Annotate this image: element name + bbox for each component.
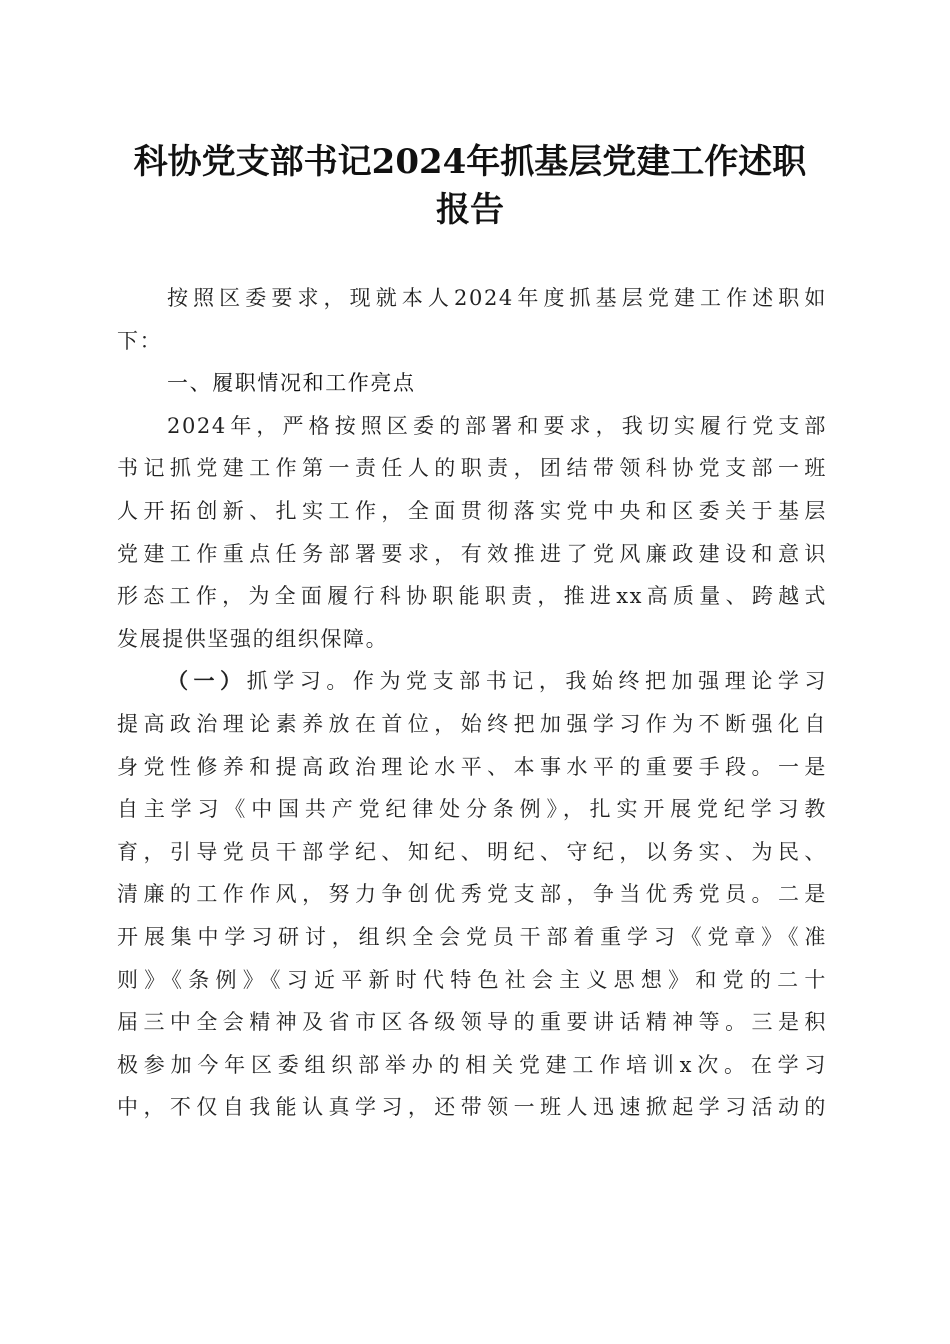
subsection1-line-3: 身党性修养和提高政治理论水平、本事水平的重要手段。一是 xyxy=(117,754,827,779)
para1-line-3: 人开拓创新、扎实工作，全面贯彻落实党中央和区委关于基层 xyxy=(117,498,827,523)
document-body xyxy=(117,277,827,1129)
subsection1-line-6: 清廉的工作作风，努力争创优秀党支部，争当优秀党员。二是 xyxy=(117,882,827,907)
section-heading-1: 一、履职情况和工作亮点 xyxy=(167,371,416,396)
subsection1-line-11: 中，不仅自我能认真学习，还带领一班人迅速掀起学习活动的 xyxy=(117,1095,827,1120)
subsection1-line-1 xyxy=(117,660,827,703)
subsection1-line-9: 届三中全会精神及省市区各级领导的重要讲话精神等。三是积 xyxy=(117,1010,827,1035)
title-line-2: 报告 xyxy=(436,190,504,230)
subsection1-line-7: 开展集中学习研讨，组织全会党员干部着重学习《党章》《准 xyxy=(117,924,827,949)
subsection1-line-8: 则》《条例》《习近平新时代特色社会主义思想》和党的二十 xyxy=(117,967,827,992)
document-title xyxy=(117,138,823,234)
para1-line-2: 书记抓党建工作第一责任人的职责，团结带领科协党支部一班 xyxy=(117,456,827,481)
intro-line-2: 下： xyxy=(117,328,163,353)
subsection1-line-4: 自主学习《中国共产党纪律处分条例》，扎实开展党纪学习教 xyxy=(117,797,827,822)
para1-line-5: 形态工作，为全面履行科协职能职责，推进xx高质量、跨越式 xyxy=(117,584,827,609)
subsection1-line-10: 极参加今年区委组织部举办的相关党建工作培训x次。在学习 xyxy=(117,1052,827,1077)
para1-line-6: 发展提供坚强的组织保障。 xyxy=(117,626,389,651)
para1-line-1: 2024年，严格按照区委的部署和要求，我切实履行党支部 xyxy=(167,413,827,438)
subsection1-lead: （一） xyxy=(167,669,247,694)
subsection1-line-2: 提高政治理论素养放在首位，始终把加强学习作为不断强化自 xyxy=(117,711,827,736)
title-line-1: 科协党支部书记2024年抓基层党建工作述职 xyxy=(133,142,807,182)
subsection1-first-line-text: 抓学习。作为党支部书记，我始终把加强理论学习 xyxy=(246,669,827,694)
para1-line-4: 党建工作重点任务部署要求，有效推进了党风廉政建设和意识 xyxy=(117,541,827,566)
subsection1-line-5: 育，引导党员干部学纪、知纪、明纪、守纪，以务实、为民、 xyxy=(117,839,827,864)
intro-line-1: 按照区委要求，现就本人2024年度抓基层党建工作述职如 xyxy=(167,286,827,310)
